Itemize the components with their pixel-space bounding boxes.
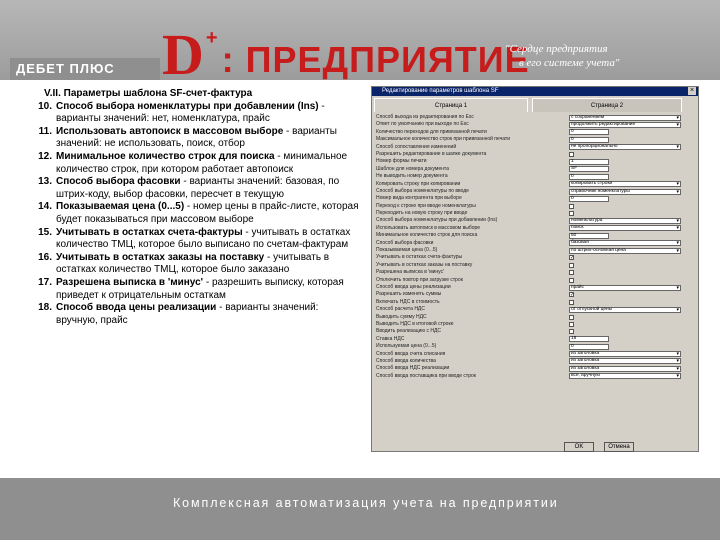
item-text	[56, 227, 360, 252]
tab-page-1[interactable]: Страница 1	[374, 98, 528, 112]
setting-row	[376, 217, 694, 224]
setting-label: Ставка НДС	[376, 335, 405, 342]
setting-label: Показываемая цена (0...5)	[376, 247, 438, 254]
setting-row	[376, 225, 694, 232]
setting-label: Количество переходов для привязанной печати	[376, 128, 487, 135]
setting-checkbox[interactable]	[569, 211, 574, 216]
setting-row	[376, 210, 694, 217]
logo-plus: +	[205, 27, 218, 49]
setting-input[interactable]: 18	[569, 336, 609, 342]
setting-select[interactable]: не пропорционально ▾	[569, 144, 681, 150]
setting-row	[376, 328, 694, 335]
ok-button[interactable]: OK	[564, 442, 594, 452]
item-description: - разрешить выписку, которая приведет к отрицательным остаткам	[56, 276, 344, 301]
setting-label: Способ выхода из редактирования по Esc	[376, 114, 474, 120]
item-term: Учитывать в остатках счета-фактуры	[56, 226, 243, 238]
setting-label: Минимальное количество строк для поиска	[376, 232, 478, 239]
setting-label: Разрешить редактирование в шапке документа	[376, 150, 487, 157]
setting-row	[376, 232, 694, 239]
setting-select[interactable]: с сохранением ▾	[569, 115, 681, 121]
parameter-item	[28, 201, 360, 226]
setting-input[interactable]: 1	[569, 159, 609, 165]
setting-select[interactable]: продолжить редактирование ▾	[569, 122, 681, 128]
close-icon[interactable]: ×	[689, 87, 695, 94]
item-text	[56, 176, 360, 201]
setting-row	[376, 299, 694, 306]
setting-row	[376, 195, 694, 202]
item-number: 12.	[38, 150, 52, 162]
setting-label: Ответ по умолчанию при выходе по Esc	[376, 121, 469, 128]
product-logo	[162, 20, 530, 87]
item-description: - минимальное количество строк, при котором работает автопоиск	[56, 150, 348, 175]
setting-label: Включать НДС в стоимость	[376, 298, 440, 305]
section-title: V.II. Параметры шаблона SF-счет-фактура	[44, 88, 253, 99]
setting-label: Не выводить номер документа	[376, 173, 448, 180]
setting-checkbox[interactable]	[569, 270, 574, 275]
setting-input[interactable]: 50	[569, 233, 609, 239]
item-number: 17.	[38, 276, 52, 288]
setting-row	[376, 314, 694, 321]
slogan-line-2: в его системе учета"	[519, 57, 620, 69]
setting-select[interactable]: из заголовка ▾	[569, 351, 681, 357]
parameter-item	[28, 101, 360, 126]
setting-row	[376, 373, 694, 380]
setting-select[interactable]: базовая ▾	[569, 240, 681, 246]
item-term: Использовать автопоиск в массовом выборе	[56, 125, 284, 137]
cancel-button[interactable]: Отмена	[604, 442, 634, 452]
item-description: - учитывать в остатках количество ТМЦ, которое было выписано по счетам-фактурам	[56, 226, 351, 251]
dialog-title: Редактирование параметров шаблона SF	[372, 87, 698, 96]
setting-label: Копировать строку при копировании	[376, 180, 461, 187]
setting-select[interactable]: номенклатура ▾	[569, 218, 681, 224]
setting-checkbox[interactable]	[569, 204, 574, 209]
setting-label: Использовать автопоиск в массовом выборе	[376, 224, 481, 231]
item-text	[56, 201, 360, 226]
setting-label: Номер вида контрагента при выборе	[376, 195, 462, 202]
item-term: Минимальное количество строк для поиска	[56, 150, 275, 162]
item-text	[56, 252, 360, 277]
setting-checkbox[interactable]	[569, 315, 574, 320]
setting-row	[376, 291, 694, 298]
setting-label: Шаблон для номера документа	[376, 165, 449, 172]
setting-label: Разрешить изменять суммы	[376, 291, 442, 298]
item-number: 15.	[38, 226, 52, 238]
setting-label: Вводить реализацию с НДС	[376, 328, 442, 335]
setting-row	[376, 365, 694, 372]
setting-checkbox[interactable]	[569, 322, 574, 327]
setting-label: Учитывать в остатках счета-фактуры	[376, 254, 463, 261]
setting-select[interactable]: из заголовка ▾	[569, 366, 681, 372]
item-number: 16.	[38, 251, 52, 263]
item-text	[56, 101, 360, 126]
setting-select[interactable]: от отпускной цены ▾	[569, 307, 681, 313]
setting-input[interactable]: SF	[569, 166, 609, 172]
item-term: Учитывать в остатках заказы на поставку	[56, 251, 265, 263]
setting-input[interactable]: 0	[569, 174, 609, 180]
setting-label: Номер формы печати	[376, 158, 427, 165]
setting-row	[376, 254, 694, 261]
setting-row	[376, 358, 694, 365]
settings-grid	[376, 114, 694, 380]
setting-input[interactable]: 0	[569, 129, 609, 135]
setting-label: Отключить повтор при загрузке строк	[376, 276, 463, 283]
setting-checkbox[interactable]	[569, 152, 574, 157]
setting-select[interactable]: из заголовка ▾	[569, 358, 681, 364]
parameter-item	[28, 151, 360, 176]
setting-row	[376, 240, 694, 247]
logo-letter: D	[162, 22, 204, 87]
setting-row	[376, 269, 694, 276]
logo-word: : ПРЕДПРИЯТИЕ	[221, 39, 530, 80]
item-text	[56, 277, 360, 302]
setting-label: Способ ввода количества	[376, 357, 436, 364]
setting-label: Способ выбора номенклатуры при добавлении (Ins)	[376, 217, 498, 224]
setting-row	[376, 121, 694, 128]
dialog-tabs	[374, 98, 696, 112]
setting-select[interactable]: копировать строки ▾	[569, 181, 681, 187]
item-term: Способ ввода цены реализации	[56, 302, 217, 314]
parameters-description	[28, 88, 360, 327]
item-number: 13.	[38, 176, 52, 188]
item-description: - варианты значений: не использовать, поиск, отбор	[56, 125, 337, 150]
setting-label: Способ сопоставления изменений	[376, 143, 457, 150]
setting-label: Выводить сумму НДС	[376, 313, 427, 320]
setting-row	[376, 203, 694, 210]
item-description: - варианты значений: нет, номенклатура, прайс	[56, 100, 325, 125]
setting-checkbox[interactable]	[569, 300, 574, 305]
item-number: 14.	[38, 201, 52, 213]
parameter-item	[28, 176, 360, 201]
setting-row	[376, 181, 694, 188]
parameter-item	[28, 277, 360, 302]
setting-label: Способ выбора номенклатуры по вводе	[376, 187, 469, 194]
item-number: 18.	[38, 302, 52, 314]
item-term: Способ выбора фасовки	[56, 176, 181, 188]
setting-checkbox[interactable]	[569, 278, 574, 283]
setting-row	[376, 188, 694, 195]
setting-label: Максимальное количество строк при привязанной печати	[376, 136, 510, 143]
item-text	[56, 302, 360, 327]
settings-dialog	[371, 86, 699, 452]
setting-row	[376, 336, 694, 343]
item-term: Разрешена выписка в 'минус'	[56, 276, 204, 288]
company-name: ДЕБЕТ ПЛЮС ЦЕНТР	[10, 58, 160, 80]
item-description: - номер цены в прайс-листе, которая будет показываться при массовом выборе	[56, 201, 359, 225]
setting-label: Способ ввода поставщика при вводе строк	[376, 372, 476, 379]
setting-label: Разрешена выписка в 'минус'	[376, 269, 445, 276]
setting-label: Переходить на новую строку при вводе	[376, 210, 468, 217]
setting-row	[376, 277, 694, 284]
setting-row	[376, 262, 694, 269]
setting-row	[376, 284, 694, 291]
setting-select[interactable]: все, вручную ▾	[569, 373, 681, 379]
slogan-line-1: "Сердце предприятия	[505, 43, 608, 55]
setting-label: Учитывать в остатках заказы на поставку	[376, 261, 473, 268]
setting-row	[376, 343, 694, 350]
item-term: Способ выбора номенклатуры при добавлении (Ins)	[56, 100, 319, 112]
footer-banner	[0, 478, 720, 540]
setting-row	[376, 306, 694, 313]
setting-checkbox[interactable]	[569, 263, 574, 268]
setting-row	[376, 158, 694, 165]
setting-row	[376, 144, 694, 151]
parameter-item	[28, 252, 360, 277]
parameter-item	[28, 227, 360, 252]
setting-row	[376, 321, 694, 328]
item-description: - варианты значений: базовая, по штрих-коду, выбор фасовки, пересчет в текущую	[56, 176, 340, 200]
setting-label: Способ ввода счета списания	[376, 350, 446, 357]
item-text	[56, 126, 360, 151]
setting-label: Используемая цена (0...5)	[376, 343, 437, 350]
item-number: 10.	[38, 100, 52, 112]
setting-select[interactable]: по штрих-основная цена ▾	[569, 248, 681, 254]
item-number: 11.	[38, 125, 52, 137]
setting-row	[376, 114, 694, 121]
slogan	[505, 42, 705, 70]
parameter-list	[28, 101, 360, 328]
setting-input[interactable]: 0	[569, 344, 609, 350]
tab-page-2[interactable]: Страница 2	[532, 98, 682, 112]
setting-label: Способ ввода цены реализации	[376, 283, 451, 290]
setting-checkbox[interactable]: ✓	[570, 255, 575, 262]
setting-select[interactable]: прайс ▾	[569, 285, 681, 291]
setting-row	[376, 166, 694, 173]
setting-label: Выводить НДС в итоговой строке	[376, 320, 454, 327]
setting-row	[376, 151, 694, 158]
setting-label: Способ расчета НДС	[376, 306, 425, 313]
item-term: Показываемая цена (0...5)	[56, 201, 185, 213]
item-description: - варианты значений: вручную, прайс	[56, 302, 319, 326]
parameter-item	[28, 302, 360, 327]
setting-row	[376, 247, 694, 254]
setting-label: Способ ввода НДС реализации	[376, 365, 450, 372]
setting-input[interactable]: 0	[569, 137, 609, 143]
setting-row	[376, 173, 694, 180]
setting-select[interactable]: справочник номенклатуры ▾	[569, 189, 681, 195]
setting-label: Способ выбора фасовки	[376, 239, 434, 246]
setting-row	[376, 136, 694, 143]
item-description: - учитывать в остатках количество ТМЦ, которое было заказано	[56, 251, 330, 276]
setting-checkbox[interactable]	[569, 329, 574, 334]
item-text	[56, 151, 360, 176]
parameter-item	[28, 126, 360, 151]
footer-slogan: Комплексная автоматизация учета на предприятии	[173, 496, 559, 510]
setting-label: Переход к строке при вводе номенклатуры	[376, 202, 476, 209]
setting-checkbox[interactable]: ✓	[570, 292, 575, 299]
setting-row	[376, 351, 694, 358]
setting-input[interactable]: 0	[569, 196, 609, 202]
setting-select[interactable]: поиск ▾	[569, 225, 681, 231]
